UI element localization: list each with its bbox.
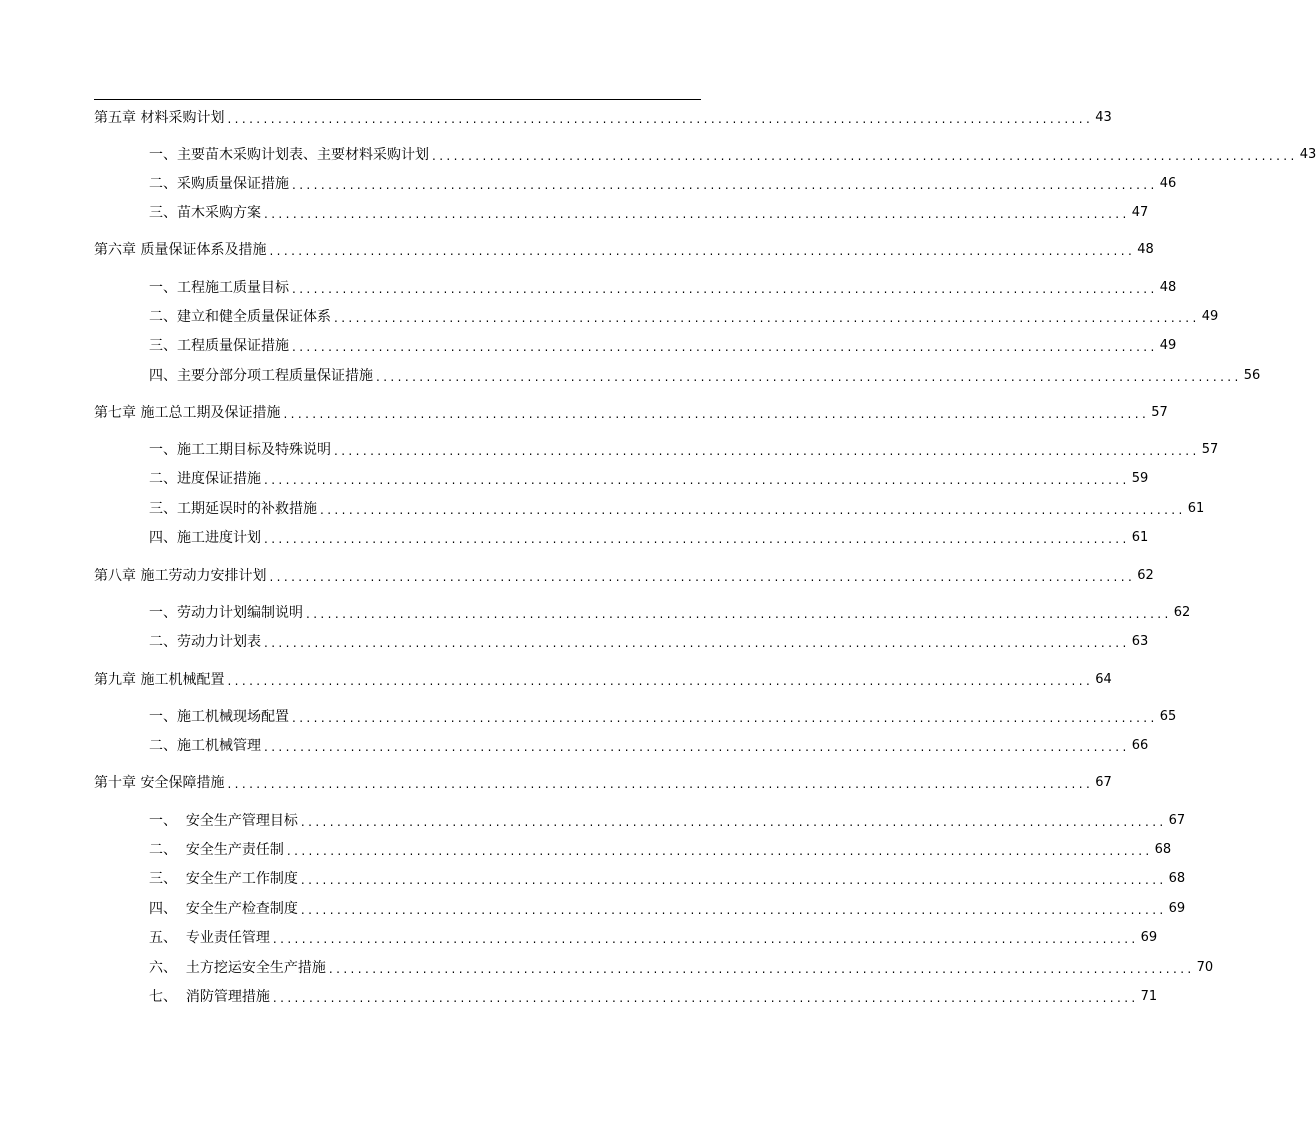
toc-entry-title: 一、劳动力计划编制说明 — [149, 605, 303, 621]
toc-section[interactable] — [149, 366, 1261, 386]
dot-leader: ........................................................................................................................ — [300, 873, 1167, 887]
toc-page-number: 66 — [1131, 738, 1149, 753]
toc-page-number: 56 — [1243, 368, 1261, 383]
toc-page-number: 46 — [1159, 176, 1177, 191]
toc-section[interactable] — [149, 307, 1219, 327]
dot-leader: ........................................................................................................................ — [269, 570, 1136, 584]
toc-chapter[interactable] — [94, 240, 1154, 260]
toc-entry-title: 四、主要分部分项工程质量保证措施 — [149, 368, 373, 384]
toc-entry-title: 一、施工工期目标及特殊说明 — [149, 442, 331, 458]
dot-leader: ........................................................................................................................ — [272, 932, 1139, 946]
toc-entry-title: 三、工期延误时的补救措施 — [149, 501, 317, 517]
dot-leader: ........................................................................................................................ — [320, 503, 1186, 517]
toc-entry-title: 三、工程质量保证措施 — [149, 338, 289, 354]
toc-chapter[interactable] — [94, 403, 1168, 423]
toc-section[interactable] — [149, 899, 1186, 919]
toc-page-number: 62 — [1137, 568, 1154, 583]
dot-leader: ........................................................................................................................ — [432, 149, 1298, 163]
toc-entry-title: 五、 专业责任管理 — [149, 930, 270, 946]
toc-section[interactable] — [149, 499, 1205, 519]
toc-entry-title: 一、施工机械现场配置 — [149, 709, 289, 725]
toc-chapter[interactable] — [94, 670, 1112, 690]
toc-entry-title: 第七章 施工总工期及保证措施 — [94, 405, 281, 421]
toc-entry-title: 二、劳动力计划表 — [149, 634, 261, 650]
toc-chapter[interactable] — [94, 108, 1112, 128]
toc-section[interactable] — [149, 440, 1219, 460]
toc-page-number: 48 — [1159, 280, 1177, 295]
dot-leader: ........................................................................................................................ — [227, 112, 1094, 126]
toc-page-number: 67 — [1168, 813, 1186, 828]
toc-section[interactable] — [149, 278, 1177, 298]
dot-leader: ........................................................................................................................ — [264, 740, 1130, 754]
toc-page-number: 64 — [1095, 672, 1112, 687]
toc-entry-title: 第六章 质量保证体系及措施 — [94, 242, 267, 258]
toc-page-number: 61 — [1131, 530, 1149, 545]
toc-section[interactable] — [149, 736, 1149, 756]
toc-entry-title: 三、 安全生产工作制度 — [149, 871, 298, 887]
toc-entry-title: 第五章 材料采购计划 — [94, 110, 225, 126]
toc-section[interactable] — [149, 528, 1149, 548]
toc-page-number: 65 — [1159, 709, 1177, 724]
toc-entry-title: 第八章 施工劳动力安排计划 — [94, 568, 267, 584]
dot-leader: ........................................................................................................................ — [264, 473, 1130, 487]
toc-entry-title: 一、 安全生产管理目标 — [149, 813, 298, 829]
dot-leader: ........................................................................................................................ — [300, 815, 1167, 829]
toc-page-number: 47 — [1131, 205, 1149, 220]
toc-entry-title: 四、 安全生产检查制度 — [149, 901, 298, 917]
toc-entry-title: 三、苗木采购方案 — [149, 205, 261, 221]
toc-page-number: 43 — [1299, 147, 1316, 162]
dot-leader: ........................................................................................................................ — [334, 444, 1200, 458]
toc-entry-title: 七、 消防管理措施 — [149, 989, 270, 1005]
toc-page-number: 70 — [1196, 960, 1214, 975]
toc-entry-title: 一、主要苗木采购计划表、主要材料采购计划 — [149, 147, 429, 163]
dot-leader: ........................................................................................................................ — [334, 311, 1200, 325]
toc-page-number: 57 — [1201, 442, 1219, 457]
toc-section[interactable] — [149, 869, 1186, 889]
header-rule — [94, 99, 701, 100]
dot-leader: ........................................................................................................................ — [292, 340, 1158, 354]
dot-leader: ........................................................................................................................ — [376, 370, 1242, 384]
dot-leader: ........................................................................................................................ — [286, 844, 1153, 858]
toc-entry-title: 二、进度保证措施 — [149, 471, 261, 487]
dot-leader: ........................................................................................................................ — [227, 674, 1094, 688]
toc-entry-title: 二、建立和健全质量保证体系 — [149, 309, 331, 325]
toc-section[interactable] — [149, 958, 1214, 978]
toc-page-number: 62 — [1173, 605, 1191, 620]
toc-section[interactable] — [149, 811, 1186, 831]
toc-chapter[interactable] — [94, 773, 1112, 793]
toc-chapter[interactable] — [94, 566, 1154, 586]
toc-entry-title: 四、施工进度计划 — [149, 530, 261, 546]
toc-page-number: 43 — [1095, 110, 1112, 125]
toc-section[interactable] — [149, 203, 1149, 223]
toc-page-number: 49 — [1201, 309, 1219, 324]
toc-section[interactable] — [149, 145, 1316, 165]
toc-section[interactable] — [149, 336, 1177, 356]
toc-page-number: 48 — [1137, 242, 1154, 257]
dot-leader: ........................................................................................................................ — [264, 532, 1130, 546]
toc-entry-title: 二、施工机械管理 — [149, 738, 261, 754]
toc-entry-title: 二、 安全生产责任制 — [149, 842, 284, 858]
toc-section[interactable] — [149, 840, 1172, 860]
dot-leader: ........................................................................................................................ — [269, 244, 1136, 258]
dot-leader: ........................................................................................................................ — [283, 407, 1150, 421]
toc-section[interactable] — [149, 469, 1149, 489]
dot-leader: ........................................................................................................................ — [328, 962, 1195, 976]
toc-page-number: 67 — [1095, 775, 1112, 790]
toc-page-number: 71 — [1140, 989, 1158, 1004]
toc-entry-title: 第十章 安全保障措施 — [94, 775, 225, 791]
toc-page-number: 57 — [1151, 405, 1168, 420]
toc-section[interactable] — [149, 603, 1191, 623]
dot-leader: ........................................................................................................................ — [264, 207, 1130, 221]
toc-entry-title: 六、 土方挖运安全生产措施 — [149, 960, 326, 976]
toc-section[interactable] — [149, 987, 1158, 1007]
toc-entry-title: 二、采购质量保证措施 — [149, 176, 289, 192]
dot-leader: ........................................................................................................................ — [300, 903, 1167, 917]
toc-section[interactable] — [149, 632, 1149, 652]
toc-entry-title: 一、工程施工质量目标 — [149, 280, 289, 296]
dot-leader: ........................................................................................................................ — [306, 607, 1172, 621]
toc-page-number: 61 — [1187, 501, 1205, 516]
dot-leader: ........................................................................................................................ — [292, 711, 1158, 725]
dot-leader: ........................................................................................................................ — [227, 777, 1094, 791]
toc-page-number: 69 — [1168, 901, 1186, 916]
toc-page-number: 69 — [1140, 930, 1158, 945]
toc-page-number: 68 — [1154, 842, 1172, 857]
toc-page-number: 63 — [1131, 634, 1149, 649]
dot-leader: ........................................................................................................................ — [272, 991, 1139, 1005]
toc-section[interactable] — [149, 928, 1158, 948]
toc-entry-title: 第九章 施工机械配置 — [94, 672, 225, 688]
dot-leader: ........................................................................................................................ — [264, 636, 1130, 650]
toc-section[interactable] — [149, 707, 1177, 727]
toc-page-number: 68 — [1168, 871, 1186, 886]
dot-leader: ........................................................................................................................ — [292, 282, 1158, 296]
dot-leader: ........................................................................................................................ — [292, 178, 1158, 192]
toc-section[interactable] — [149, 174, 1177, 194]
toc-page-number: 49 — [1159, 338, 1177, 353]
toc-page-number: 59 — [1131, 471, 1149, 486]
